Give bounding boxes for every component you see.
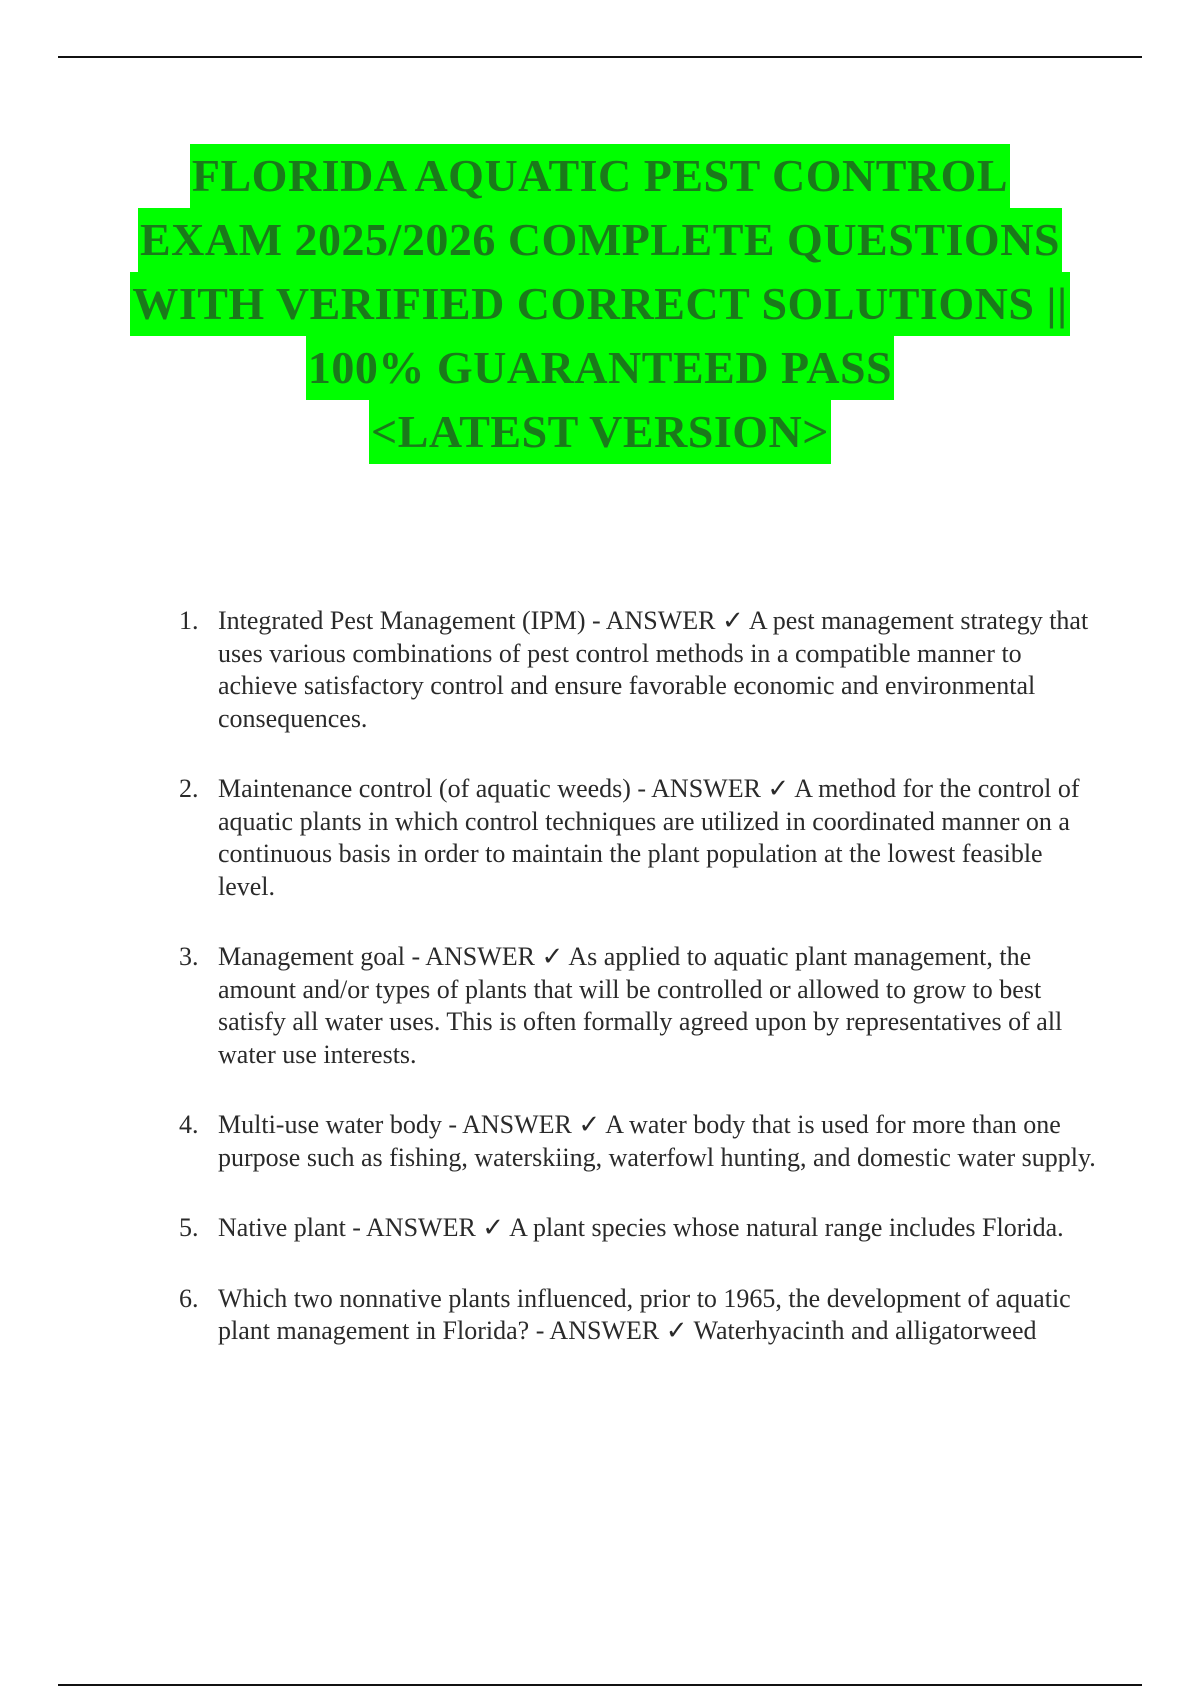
title-line-4: 100% GUARANTEED PASS	[306, 336, 894, 400]
item-text: Multi-use water body - ANSWER ✓ A water body that is used for more than one purpose such as fishing, waterskiing, waterfowl hunting, and domestic water supply.	[218, 1110, 1096, 1172]
list-item	[170, 1212, 1100, 1245]
top-rule	[58, 56, 1142, 58]
title-line-1: FLORIDA AQUATIC PEST CONTROL	[190, 144, 1010, 208]
list-item	[170, 773, 1100, 903]
title-line-2: EXAM 2025/2026 COMPLETE QUESTIONS	[138, 208, 1062, 272]
item-number: 1.	[179, 606, 199, 635]
bottom-rule	[58, 1684, 1142, 1686]
item-text: Management goal - ANSWER ✓ As applied to aquatic plant management, the amount and/or types of plants that will be controlled or allowed to grow to best satisfy all water uses. This is often formally agreed upon by representatives of all water use interests.	[218, 942, 1063, 1069]
item-text: Which two nonnative plants influenced, prior to 1965, the development of aquatic plant management in Florida? - ANSWER ✓ Waterhyacinth and alligatorweed	[218, 1283, 1071, 1345]
item-number: 3.	[179, 942, 199, 971]
item-number: 4.	[179, 1110, 199, 1139]
item-number: 2.	[179, 774, 199, 803]
list-item	[170, 605, 1100, 735]
item-text: Maintenance control (of aquatic weeds) - ANSWER ✓ A method for the control of aquatic plants in which control techniques are utilized in coordinated manner on a continuous basis in order to maintain the plant population at the lowest feasible level.	[218, 774, 1080, 901]
list-item	[170, 1283, 1100, 1348]
question-answer-list	[170, 605, 1100, 1386]
title-line-5: <LATEST VERSION>	[369, 400, 831, 464]
list-item	[170, 1109, 1100, 1174]
document-title	[60, 144, 1140, 464]
title-line-3: WITH VERIFIED CORRECT SOLUTIONS ||	[130, 272, 1069, 336]
list-item	[170, 941, 1100, 1071]
item-text: Integrated Pest Management (IPM) - ANSWER ✓ A pest management strategy that uses various combinations of pest control methods in a compatible manner to achieve satisfactory control and ensure favorable economic and environmental consequences.	[218, 606, 1089, 733]
item-text: Native plant - ANSWER ✓ A plant species whose natural range includes Florida.	[218, 1213, 1064, 1242]
item-number: 6.	[179, 1283, 199, 1313]
item-number: 5.	[179, 1213, 199, 1242]
